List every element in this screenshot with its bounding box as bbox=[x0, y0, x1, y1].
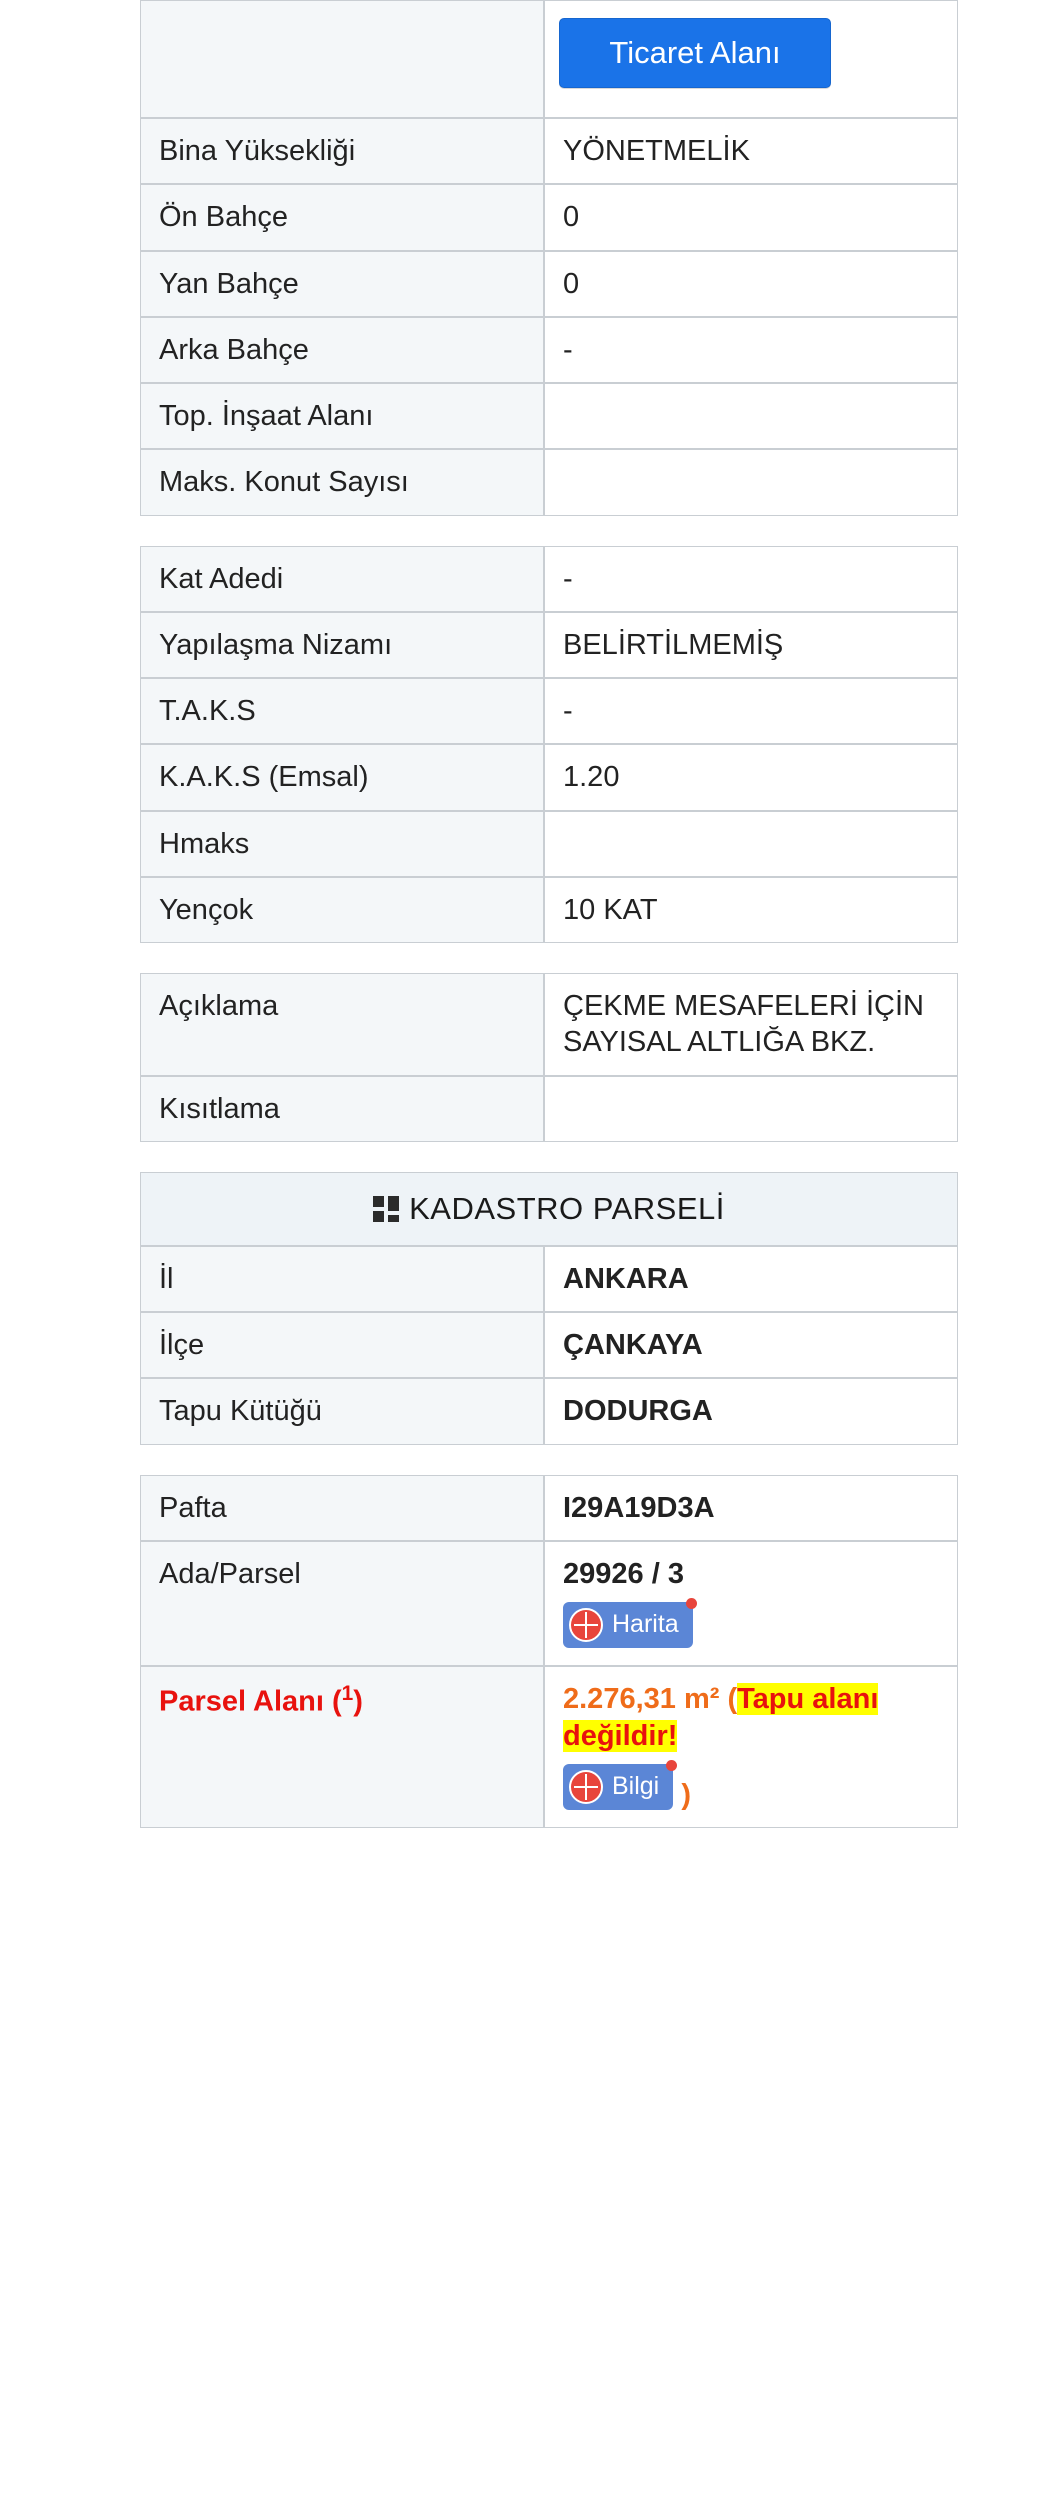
row-key: Kat Adedi bbox=[140, 546, 544, 612]
row-key: İl bbox=[140, 1246, 544, 1312]
table-row bbox=[140, 0, 958, 118]
row-key: İlçe bbox=[140, 1312, 544, 1378]
empty-key-cell bbox=[140, 0, 544, 118]
row-key: Yan Bahçe bbox=[140, 251, 544, 317]
imar-table-block-3 bbox=[140, 973, 958, 1142]
row-value: ANKARA bbox=[544, 1246, 958, 1312]
row-key: Bina Yüksekliği bbox=[140, 118, 544, 184]
table-row bbox=[140, 449, 958, 515]
row-value: 0 bbox=[544, 251, 958, 317]
table-row bbox=[140, 1076, 958, 1142]
row-key-ada-parsel: Ada/Parsel bbox=[140, 1541, 544, 1667]
table-row bbox=[140, 251, 958, 317]
row-key: Maks. Konut Sayısı bbox=[140, 449, 544, 515]
row-key: Top. İnşaat Alanı bbox=[140, 383, 544, 449]
row-value bbox=[544, 1076, 958, 1142]
parsel-alani-footnote-marker: 1 bbox=[341, 1682, 354, 1706]
table-row bbox=[140, 877, 958, 943]
notification-dot-icon bbox=[686, 1598, 697, 1609]
row-key: K.A.K.S (Emsal) bbox=[140, 744, 544, 810]
grid-squares-icon bbox=[373, 1196, 399, 1222]
table-row bbox=[140, 811, 958, 877]
row-key: Tapu Kütüğü bbox=[140, 1378, 544, 1444]
harita-button-label: Harita bbox=[612, 1610, 679, 1639]
table-row bbox=[140, 1541, 958, 1667]
top-partial-table bbox=[140, 0, 958, 118]
table-row bbox=[140, 1378, 958, 1444]
row-key: Açıklama bbox=[140, 973, 544, 1076]
bilgi-button[interactable] bbox=[563, 1764, 673, 1810]
parsel-alani-label-suffix: ) bbox=[353, 1685, 363, 1718]
row-value: - bbox=[544, 678, 958, 744]
row-value: ÇANKAYA bbox=[544, 1312, 958, 1378]
row-value: ÇEKME MESAFELERİ İÇİN SAYISAL ALTLIĞA BKZ. bbox=[544, 973, 958, 1076]
table-row bbox=[140, 678, 958, 744]
row-key: Yençok bbox=[140, 877, 544, 943]
table-row bbox=[140, 317, 958, 383]
row-key: Arka Bahçe bbox=[140, 317, 544, 383]
row-value: 0 bbox=[544, 184, 958, 250]
parsel-alani-value: 2.276,31 m² ( bbox=[563, 1683, 738, 1716]
table-row bbox=[140, 612, 958, 678]
row-value bbox=[544, 449, 958, 515]
row-key: T.A.K.S bbox=[140, 678, 544, 744]
row-value bbox=[544, 383, 958, 449]
kadastro-parseli-header bbox=[140, 1172, 958, 1246]
row-value: YÖNETMELİK bbox=[544, 118, 958, 184]
kadastro-table-block-2 bbox=[140, 1475, 958, 1829]
row-key-parsel-alani bbox=[140, 1666, 544, 1828]
row-value: - bbox=[544, 317, 958, 383]
ada-parsel-value: 29926 / 3 bbox=[563, 1557, 684, 1590]
row-key: Yapılaşma Nizamı bbox=[140, 612, 544, 678]
harita-button[interactable] bbox=[563, 1602, 693, 1648]
kadastro-table-block-1 bbox=[140, 1246, 958, 1445]
table-row bbox=[140, 1246, 958, 1312]
row-value bbox=[544, 811, 958, 877]
row-value: - bbox=[544, 546, 958, 612]
imar-table-block-1 bbox=[140, 118, 958, 516]
row-value: BELİRTİLMEMİŞ bbox=[544, 612, 958, 678]
table-row bbox=[140, 1666, 958, 1828]
parsel-alani-value-close: ) bbox=[681, 1778, 691, 1811]
row-key-pafta: Pafta bbox=[140, 1475, 544, 1541]
table-row bbox=[140, 118, 958, 184]
row-value-parsel-alani bbox=[544, 1666, 958, 1828]
table-row bbox=[140, 546, 958, 612]
row-key: Hmaks bbox=[140, 811, 544, 877]
table-row bbox=[140, 184, 958, 250]
row-key: Kısıtlama bbox=[140, 1076, 544, 1142]
row-value-ada-parsel bbox=[544, 1541, 958, 1667]
imar-table-block-2 bbox=[140, 546, 958, 944]
globe-icon bbox=[569, 1770, 603, 1804]
row-value: 1.20 bbox=[544, 744, 958, 810]
tapu-alani-warning: Tapu alanı değildir! bbox=[563, 1683, 879, 1752]
table-row bbox=[140, 744, 958, 810]
ticaret-alani-button[interactable]: Ticaret Alanı bbox=[559, 18, 831, 88]
table-row bbox=[140, 1475, 958, 1541]
row-value-pafta: I29A19D3A bbox=[544, 1475, 958, 1541]
row-key: Ön Bahçe bbox=[140, 184, 544, 250]
parsel-alani-label: Parsel Alanı ( bbox=[159, 1685, 342, 1718]
bilgi-button-label: Bilgi bbox=[612, 1772, 660, 1801]
ticaret-alani-cell bbox=[544, 0, 958, 118]
table-row bbox=[140, 973, 958, 1076]
notification-dot-icon bbox=[666, 1760, 677, 1771]
table-row bbox=[140, 383, 958, 449]
row-value: DODURGA bbox=[544, 1378, 958, 1444]
kadastro-parseli-header-label: KADASTRO PARSELİ bbox=[409, 1190, 725, 1226]
row-value: 10 KAT bbox=[544, 877, 958, 943]
globe-icon bbox=[569, 1608, 603, 1642]
table-row bbox=[140, 1312, 958, 1378]
